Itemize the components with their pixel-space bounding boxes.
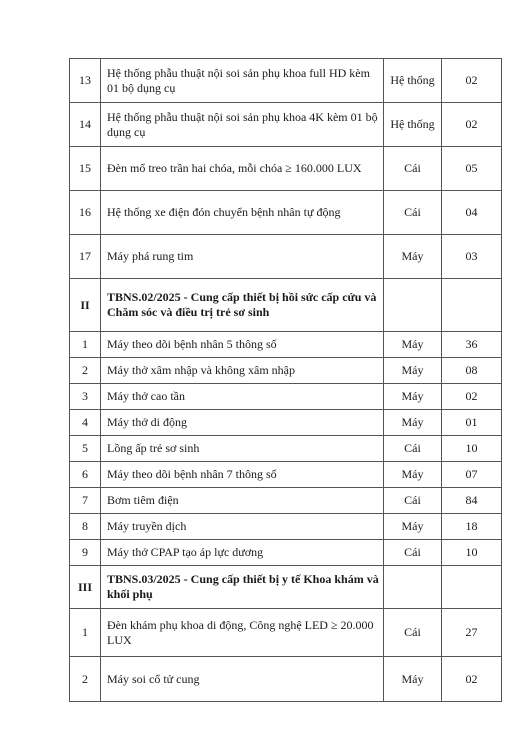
- section-title: TBNS.02/2025 - Cung cấp thiết bị hồi sức cấp cứu và Chăm sóc và điều trị trẻ sơ sinh: [101, 279, 384, 332]
- item-name: Hệ thống phẫu thuật nội soi sản phụ khoa 4K kèm 01 bộ dụng cụ: [101, 103, 384, 147]
- item-quantity: 27: [442, 609, 502, 657]
- item-name: Máy thở xâm nhập và không xâm nhập: [101, 358, 384, 384]
- table-row: [70, 540, 502, 566]
- row-number: 2: [70, 657, 101, 702]
- item-quantity: 84: [442, 488, 502, 514]
- item-unit: Máy: [384, 384, 442, 410]
- table-row: [70, 609, 502, 657]
- item-name: Hệ thống xe điện đón chuyển bệnh nhân tự động: [101, 191, 384, 235]
- row-number: 9: [70, 540, 101, 566]
- item-name: Máy soi cổ tử cung: [101, 657, 384, 702]
- item-name: Máy thở CPAP tạo áp lực dương: [101, 540, 384, 566]
- table-row: [70, 103, 502, 147]
- item-quantity: 02: [442, 384, 502, 410]
- table-row: [70, 191, 502, 235]
- row-number: 7: [70, 488, 101, 514]
- equipment-table: [69, 58, 502, 702]
- row-number: 17: [70, 235, 101, 279]
- item-unit: Cái: [384, 436, 442, 462]
- item-unit: Cái: [384, 191, 442, 235]
- item-quantity: 10: [442, 436, 502, 462]
- table-body: [70, 59, 502, 702]
- item-quantity: 10: [442, 540, 502, 566]
- item-quantity: 02: [442, 657, 502, 702]
- item-unit: Máy: [384, 235, 442, 279]
- item-name: Máy thở di động: [101, 410, 384, 436]
- item-quantity: [442, 279, 502, 332]
- item-quantity: [442, 566, 502, 609]
- table-row: [70, 514, 502, 540]
- item-unit: Cái: [384, 488, 442, 514]
- item-quantity: 02: [442, 103, 502, 147]
- item-unit: Hệ thống: [384, 103, 442, 147]
- row-number: 5: [70, 436, 101, 462]
- item-unit: Máy: [384, 657, 442, 702]
- table-row: [70, 384, 502, 410]
- table-row: [70, 488, 502, 514]
- item-quantity: 03: [442, 235, 502, 279]
- row-number: 4: [70, 410, 101, 436]
- row-number: 8: [70, 514, 101, 540]
- item-name: Lồng ấp trẻ sơ sinh: [101, 436, 384, 462]
- item-quantity: 08: [442, 358, 502, 384]
- item-unit: Cái: [384, 540, 442, 566]
- row-number: III: [70, 566, 101, 609]
- table-row: [70, 657, 502, 702]
- item-unit: Cái: [384, 147, 442, 191]
- item-unit: [384, 566, 442, 609]
- item-name: Máy theo dõi bệnh nhân 7 thông số: [101, 462, 384, 488]
- item-unit: Cái: [384, 609, 442, 657]
- table-row: [70, 358, 502, 384]
- item-quantity: 36: [442, 332, 502, 358]
- item-name: Bơm tiêm điện: [101, 488, 384, 514]
- item-quantity: 04: [442, 191, 502, 235]
- section-row: [70, 566, 502, 609]
- item-unit: Máy: [384, 462, 442, 488]
- item-name: Máy theo dõi bệnh nhân 5 thông số: [101, 332, 384, 358]
- row-number: 1: [70, 609, 101, 657]
- item-quantity: 07: [442, 462, 502, 488]
- item-name: Máy thở cao tần: [101, 384, 384, 410]
- item-unit: Máy: [384, 410, 442, 436]
- table-row: [70, 436, 502, 462]
- item-name: Hệ thống phẫu thuật nội soi sản phụ khoa full HD kèm 01 bộ dụng cụ: [101, 59, 384, 103]
- item-unit: Máy: [384, 514, 442, 540]
- item-quantity: 18: [442, 514, 502, 540]
- item-unit: [384, 279, 442, 332]
- item-quantity: 02: [442, 59, 502, 103]
- item-quantity: 05: [442, 147, 502, 191]
- table-row: [70, 410, 502, 436]
- section-title: TBNS.03/2025 - Cung cấp thiết bị y tế Khoa khám và khối phụ: [101, 566, 384, 609]
- item-name: Máy phá rung tim: [101, 235, 384, 279]
- item-unit: Máy: [384, 332, 442, 358]
- table-row: [70, 59, 502, 103]
- item-unit: Hệ thống: [384, 59, 442, 103]
- row-number: 14: [70, 103, 101, 147]
- item-quantity: 01: [442, 410, 502, 436]
- row-number: 1: [70, 332, 101, 358]
- table-row: [70, 332, 502, 358]
- section-row: [70, 279, 502, 332]
- item-name: Máy truyền dịch: [101, 514, 384, 540]
- row-number: 6: [70, 462, 101, 488]
- item-name: Đèn khám phụ khoa di động, Công nghệ LED ≥ 20.000 LUX: [101, 609, 384, 657]
- row-number: 2: [70, 358, 101, 384]
- table-row: [70, 462, 502, 488]
- table-row: [70, 147, 502, 191]
- row-number: 16: [70, 191, 101, 235]
- item-unit: Máy: [384, 358, 442, 384]
- row-number: 3: [70, 384, 101, 410]
- item-name: Đèn mổ treo trần hai chóa, mỗi chóa ≥ 160.000 LUX: [101, 147, 384, 191]
- row-number: 13: [70, 59, 101, 103]
- row-number: II: [70, 279, 101, 332]
- table-row: [70, 235, 502, 279]
- row-number: 15: [70, 147, 101, 191]
